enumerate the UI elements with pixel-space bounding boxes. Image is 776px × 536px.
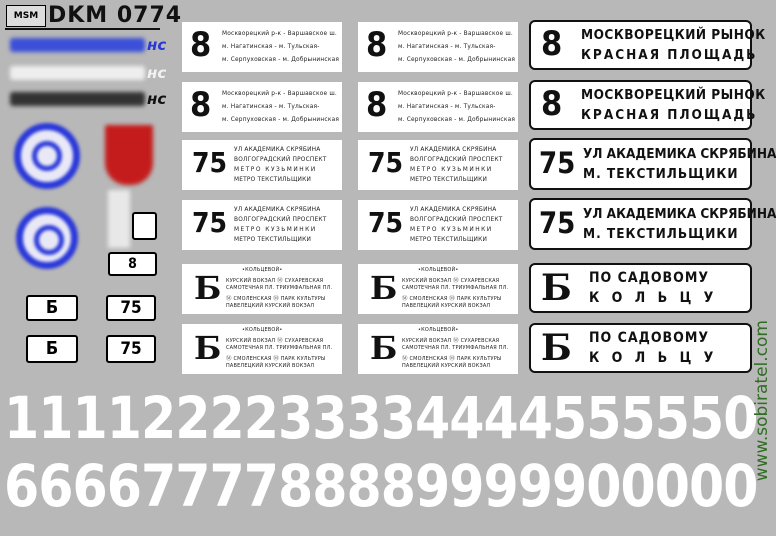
- route-number: 8: [190, 85, 212, 125]
- brand-suffix-white: нс: [147, 64, 167, 82]
- route-stops: Москворецкий р-к - Варшавское ш.: [222, 89, 337, 97]
- route-number: Б: [541, 327, 572, 369]
- routeB-plate: [358, 324, 518, 374]
- website-watermark: www.sobiratel.com: [752, 320, 772, 482]
- route-stops: МЕТРО КУЗЬМИНКИ: [410, 165, 493, 173]
- route-stops: КУРСКИЙ ВОКЗАЛ Ⓜ СУХАРЕВСКАЯ: [226, 278, 324, 284]
- route-destination: КРАСНАЯ ПЛОЩАДЬ: [581, 107, 758, 123]
- brand-strip-blue: [10, 38, 145, 52]
- route-stops: МЕТРО КУЗЬМИНКИ: [234, 225, 317, 233]
- route-number: 8: [366, 85, 388, 125]
- route-number: 75: [192, 146, 228, 179]
- route-stops: Москворецкий р-к - Варшавское ш.: [398, 29, 513, 37]
- brand-suffix-blue: нс: [147, 36, 167, 54]
- route-stops: КУРСКИЙ ВОКЗАЛ Ⓜ СУХАРЕВСКАЯ: [226, 338, 324, 344]
- route-stops: САМОТЕЧНАЯ ПЛ. ТРИУМФАЛЬНАЯ ПЛ.: [402, 285, 509, 291]
- routeB-plate: [182, 324, 342, 374]
- route-number: Б: [370, 269, 398, 307]
- route8-plate: [358, 82, 518, 132]
- route8-plate: [358, 22, 518, 72]
- routeB-plate: [358, 264, 518, 314]
- route-destination: УЛ АКАДЕМИКА СКРЯБИНА: [583, 206, 776, 222]
- route-number: Б: [194, 269, 222, 307]
- route8-plate: [182, 82, 342, 132]
- route-stops: Москворецкий р-к - Варшавское ш.: [222, 29, 337, 37]
- digits-row-2: 6666777788889999900000: [4, 452, 758, 520]
- small-plate-b-1: Б: [26, 295, 78, 321]
- route-stops: ВОЛГОГРАДСКИЙ ПРОСПЕКТ: [410, 155, 503, 163]
- route-stops: •КОЛЬЦЕВОЙ•: [418, 267, 459, 273]
- small-plate-blank: [132, 212, 157, 240]
- route8-big-plate: [529, 80, 766, 130]
- route-number: 8: [541, 84, 563, 124]
- route-stops: Ⓜ СМОЛЕНСКАЯ Ⓜ ПАРК КУЛЬТУРЫ: [226, 356, 326, 362]
- route-stops: Ⓜ СМОЛЕНСКАЯ Ⓜ ПАРК КУЛЬТУРЫ: [402, 356, 502, 362]
- routeB-plate: [182, 264, 342, 314]
- route-stops: •КОЛЬЦЕВОЙ•: [242, 267, 283, 273]
- route-stops: Ⓜ СМОЛЕНСКАЯ Ⓜ ПАРК КУЛЬТУРЫ: [226, 296, 326, 302]
- small-plate-b-2: Б: [26, 335, 78, 363]
- route-stops: МЕТРО КУЗЬМИНКИ: [410, 225, 493, 233]
- route-stops: УЛ АКАДЕМИКА СКРЯБИНА: [234, 205, 321, 213]
- route-stops: САМОТЕЧНАЯ ПЛ. ТРИУМФАЛЬНАЯ ПЛ.: [226, 345, 333, 351]
- route-stops: •КОЛЬЦЕВОЙ•: [242, 327, 283, 333]
- route-stops: •КОЛЬЦЕВОЙ•: [418, 327, 459, 333]
- route75-plate: [358, 140, 518, 190]
- route-stops: УЛ АКАДЕМИКА СКРЯБИНА: [410, 205, 497, 213]
- route8-plate: [182, 22, 342, 72]
- route-stops: МЕТРО ТЕКСТИЛЬЩИКИ: [410, 235, 488, 243]
- route-stops: ПАВЕЛЕЦКИЙ КУРСКИЙ ВОКЗАЛ: [226, 303, 315, 309]
- route-destination: М. ТЕКСТИЛЬЩИКИ: [583, 226, 739, 242]
- route-stops: САМОТЕЧНАЯ ПЛ. ТРИУМФАЛЬНАЯ ПЛ.: [402, 345, 509, 351]
- blue-emblem: [14, 123, 80, 189]
- route-number: 75: [368, 146, 404, 179]
- route-stops: ВОЛГОГРАДСКИЙ ПРОСПЕКТ: [234, 215, 327, 223]
- route-destination: МОСКВОРЕЦКИЙ РЫНОК: [581, 27, 766, 43]
- route-destination: ПО САДОВОМУ: [589, 330, 710, 346]
- route75-big-plate: [529, 138, 776, 190]
- route-stops: м. Серпуховская - м. Добрынинская: [222, 55, 340, 63]
- route-stops: МЕТРО ТЕКСТИЛЬЩИКИ: [410, 175, 488, 183]
- route-stops: ПАВЕЛЕЦКИЙ КУРСКИЙ ВОКЗАЛ: [226, 363, 315, 369]
- route-stops: ВОЛГОГРАДСКИЙ ПРОСПЕКТ: [234, 155, 327, 163]
- route-stops: м. Нагатинская - м. Тульская-: [222, 102, 320, 110]
- route-stops: МЕТРО ТЕКСТИЛЬЩИКИ: [234, 175, 312, 183]
- small-plate-75-2: 75: [106, 335, 156, 363]
- route75-plate: [358, 200, 518, 250]
- route-stops: САМОТЕЧНАЯ ПЛ. ТРИУМФАЛЬНАЯ ПЛ.: [226, 285, 333, 291]
- route-stops: м. Серпуховская - м. Добрынинская: [222, 115, 340, 123]
- moscow-coat-of-arms: [105, 125, 153, 185]
- routeB-big-plate: [529, 263, 752, 313]
- grey-sticker: [108, 190, 130, 248]
- sheet-title: DKM 0774: [48, 3, 183, 28]
- route-number: 8: [190, 25, 212, 65]
- brand-suffix-black: нс: [147, 90, 167, 108]
- route-stops: м. Нагатинская - м. Тульская-: [222, 42, 320, 50]
- routeB-big-plate: [529, 323, 752, 373]
- route-destination: ПО САДОВОМУ: [589, 270, 710, 286]
- route75-big-plate: [529, 198, 776, 250]
- route-destination: М. ТЕКСТИЛЬЩИКИ: [583, 166, 739, 182]
- route-number: Б: [541, 267, 572, 309]
- route-stops: Ⓜ СМОЛЕНСКАЯ Ⓜ ПАРК КУЛЬТУРЫ: [402, 296, 502, 302]
- route-destination: К О Л Ь Ц У: [589, 350, 718, 366]
- route-number: 75: [539, 146, 576, 180]
- route-stops: МЕТРО КУЗЬМИНКИ: [234, 165, 317, 173]
- route-destination: КРАСНАЯ ПЛОЩАДЬ: [581, 47, 758, 63]
- route-destination: УЛ АКАДЕМИКА СКРЯБИНА: [583, 146, 776, 162]
- brand-strip-white: [10, 66, 145, 80]
- route-stops: МЕТРО ТЕКСТИЛЬЩИКИ: [234, 235, 312, 243]
- route-number: Б: [370, 329, 398, 367]
- route-stops: м. Серпуховская - м. Добрынинская: [398, 115, 516, 123]
- blue-emblem-small: [16, 207, 78, 269]
- route-number: 75: [368, 206, 404, 239]
- digits-row-1: 1111222233334444555550: [4, 384, 758, 452]
- route-destination: МОСКВОРЕЦКИЙ РЫНОК: [581, 87, 766, 103]
- small-plate-8: 8: [108, 252, 157, 276]
- route75-plate: [182, 140, 342, 190]
- route-destination: К О Л Ь Ц У: [589, 290, 718, 306]
- route-stops: КУРСКИЙ ВОКЗАЛ Ⓜ СУХАРЕВСКАЯ: [402, 278, 500, 284]
- route-number: 8: [366, 25, 388, 65]
- route8-big-plate: [529, 20, 766, 70]
- route-stops: м. Нагатинская - м. Тульская-: [398, 42, 496, 50]
- route-stops: КУРСКИЙ ВОКЗАЛ Ⓜ СУХАРЕВСКАЯ: [402, 338, 500, 344]
- route-number: Б: [194, 329, 222, 367]
- route-stops: Москворецкий р-к - Варшавское ш.: [398, 89, 513, 97]
- small-plate-75-1: 75: [106, 295, 156, 321]
- title-underline: [5, 28, 160, 30]
- route-number: 8: [541, 24, 563, 64]
- route-stops: УЛ АКАДЕМИКА СКРЯБИНА: [410, 145, 497, 153]
- route-stops: м. Серпуховская - м. Добрынинская: [398, 55, 516, 63]
- route-stops: ВОЛГОГРАДСКИЙ ПРОСПЕКТ: [410, 215, 503, 223]
- route-number: 75: [539, 206, 576, 240]
- route-stops: ПАВЕЛЕЦКИЙ КУРСКИЙ ВОКЗАЛ: [402, 303, 491, 309]
- route75-plate: [182, 200, 342, 250]
- route-stops: м. Нагатинская - м. Тульская-: [398, 102, 496, 110]
- route-stops: ПАВЕЛЕЦКИЙ КУРСКИЙ ВОКЗАЛ: [402, 363, 491, 369]
- msm-logo: MSM: [6, 5, 46, 27]
- brand-strip-black: [10, 92, 145, 106]
- route-stops: УЛ АКАДЕМИКА СКРЯБИНА: [234, 145, 321, 153]
- route-number: 75: [192, 206, 228, 239]
